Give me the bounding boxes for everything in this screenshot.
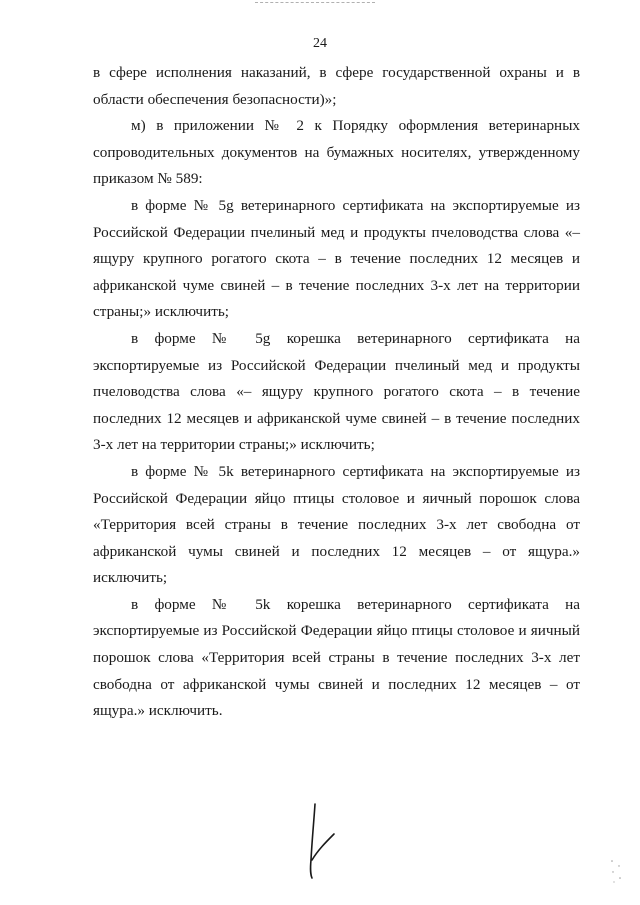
signature-mark [300, 800, 340, 880]
page-number: 24 [313, 36, 327, 51]
body-text [93, 60, 580, 725]
paragraph-form-5g-stub: в форме № 5g корешка ветеринарного сертификата на экспортируемые из Российской Федерации пчелиный мед и продукты пчеловодства слова «– ящуру крупного рогатого скота – в течение последних 12 месяцев и африканской чуме свиней – в течение последних 3-х лет на территории страны;» исключить; [93, 329, 580, 454]
paragraph-form-5k-certificate: в форме № 5k ветеринарного сертификата на экспортируемые из Российской Федерации яйцо птицы столовое и яичный порошок слова «Территория всей страны в течение последних 3-х лет свободна от африканской чумы свиней и последних 12 месяцев – от ящура.» исключить; [93, 462, 580, 587]
paragraph-continuation: в сфере исполнения наказаний, в сфере государственной охраны и в области обеспечения безопасности)»; [93, 64, 580, 108]
top-scan-artifact [255, 2, 375, 3]
paragraph-item-m: м) в приложении № 2 к Порядку оформления ветеринарных сопроводительных документов на бумажных носителях, утвержденному приказом № 589: [93, 117, 580, 188]
paragraph-form-5g-certificate: в форме № 5g ветеринарного сертификата на экспортируемые из Российской Федерации пчелиный мед и продукты пчеловодства слова «– ящуру крупного рогатого скота – в течение последних 12 месяцев и африканской чуме свиней – в течение последних 3-х лет на территории страны;» исключить; [93, 196, 580, 321]
scan-dots [608, 858, 624, 884]
paragraph-form-5k-stub: в форме № 5k корешка ветеринарного сертификата на экспортируемые из Российской Федерации яйцо птицы столовое и яичный порошок слова «Территория всей страны в течение последних 3-х лет свободна от африканской чумы свиней и последних 12 месяцев – от ящура.» исключить. [93, 595, 580, 720]
